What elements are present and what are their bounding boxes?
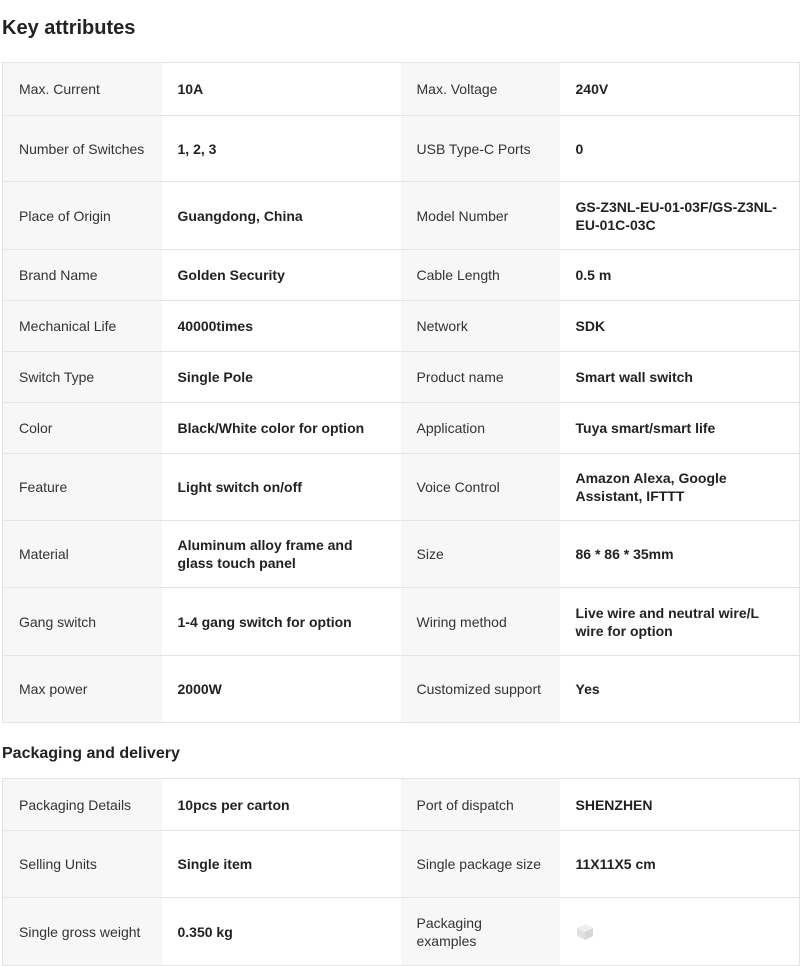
attr-value: Live wire and neutral wire/L wire for option (560, 588, 800, 656)
attr-label: Network (401, 301, 560, 352)
attr-value: Yes (560, 656, 800, 723)
attr-value: Tuya smart/smart life (560, 403, 800, 454)
packaging-example-cell (560, 898, 800, 966)
attr-label: Switch Type (3, 352, 162, 403)
table-row (3, 301, 800, 352)
table-row (3, 352, 800, 403)
packaging-heading: Packaging and delivery (2, 745, 180, 762)
attr-label: Brand Name (3, 250, 162, 301)
attr-value: 10pcs per carton (162, 779, 401, 831)
attr-label: Wiring method (401, 588, 560, 656)
attr-value: 1, 2, 3 (162, 116, 401, 182)
table-row (3, 898, 800, 966)
attr-label: Single package size (401, 831, 560, 898)
attr-label: Voice Control (401, 454, 560, 521)
table-row (3, 116, 800, 182)
attr-label: Place of Origin (3, 182, 162, 250)
attr-value: Single Pole (162, 352, 401, 403)
key-attributes-heading: Key attributes (2, 17, 136, 39)
attr-value: Smart wall switch (560, 352, 800, 403)
attr-label: Cable Length (401, 250, 560, 301)
table-row (3, 588, 800, 656)
attr-label: Customized support (401, 656, 560, 723)
table-row (3, 63, 800, 116)
table-row (3, 250, 800, 301)
attr-value: GS-Z3NL-EU-01-03F/GS-Z3NL-EU-01C-03C (560, 182, 800, 250)
attr-label: Port of dispatch (401, 779, 560, 831)
attr-label: USB Type-C Ports (401, 116, 560, 182)
attr-value: 2000W (162, 656, 401, 723)
package-thumbnail-icon[interactable] (576, 923, 594, 941)
attr-value: Light switch on/off (162, 454, 401, 521)
attr-value: 0.350 kg (162, 898, 401, 966)
attr-label: Model Number (401, 182, 560, 250)
attr-value: Aluminum alloy frame and glass touch panel (162, 521, 401, 588)
attr-label: Single gross weight (3, 898, 162, 966)
attr-value: Single item (162, 831, 401, 898)
attr-label: Packaging examples (401, 898, 560, 966)
attr-value: 40000times (162, 301, 401, 352)
attr-label: Max. Voltage (401, 63, 560, 116)
attr-value: Guangdong, China (162, 182, 401, 250)
attr-value: Golden Security (162, 250, 401, 301)
attr-value: 1-4 gang switch for option (162, 588, 401, 656)
attr-label: Product name (401, 352, 560, 403)
attr-label: Mechanical Life (3, 301, 162, 352)
attr-value: Black/White color for option (162, 403, 401, 454)
attr-label: Application (401, 403, 560, 454)
attr-value: 11X11X5 cm (560, 831, 800, 898)
table-row (3, 182, 800, 250)
attr-label: Feature (3, 454, 162, 521)
attr-label: Color (3, 403, 162, 454)
attr-value: 0 (560, 116, 800, 182)
table-row (3, 831, 800, 898)
attr-value: 0.5 m (560, 250, 800, 301)
attr-label: Number of Switches (3, 116, 162, 182)
attr-label: Max. Current (3, 63, 162, 116)
attr-label: Size (401, 521, 560, 588)
table-row (3, 656, 800, 723)
packaging-table (2, 778, 800, 966)
attr-label: Max power (3, 656, 162, 723)
table-row (3, 779, 800, 831)
attr-value: Amazon Alexa, Google Assistant, IFTTT (560, 454, 800, 521)
attr-label: Selling Units (3, 831, 162, 898)
attr-value: 240V (560, 63, 800, 116)
attr-label: Gang switch (3, 588, 162, 656)
table-row (3, 521, 800, 588)
key-attributes-table (2, 62, 800, 723)
attr-value: 10A (162, 63, 401, 116)
attr-value: 86 * 86 * 35mm (560, 521, 800, 588)
table-row (3, 403, 800, 454)
attr-value: SHENZHEN (560, 779, 800, 831)
attr-label: Material (3, 521, 162, 588)
attr-label: Packaging Details (3, 779, 162, 831)
attr-value: SDK (560, 301, 800, 352)
table-row (3, 454, 800, 521)
